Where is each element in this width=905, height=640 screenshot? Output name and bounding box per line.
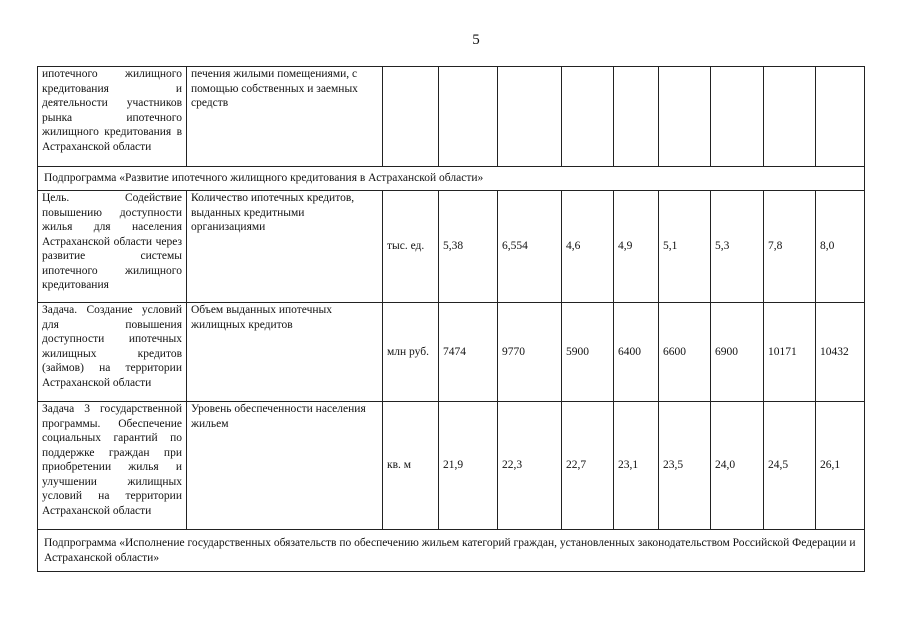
value-cell [439,67,498,167]
value-cell: 26,1 [816,402,865,530]
measure-cell: Объем выданных ипотечных жилищных кредитов [187,303,383,402]
value-cell: 7474 [439,303,498,402]
subprogram-row [38,530,865,572]
page-number: 5 [472,32,480,48]
measure-cell: Уровень обеспеченности населения жильем [187,402,383,530]
indicator-cell: ипотечного жилищного кредитования и деятельности участников рынка ипотечного жилищного кредитования в Астраханской области [38,67,187,167]
value-cell [562,67,614,167]
unit-cell [383,67,439,167]
value-cell: 5,1 [659,191,711,303]
table-row [38,402,865,530]
value-cell [816,67,865,167]
value-cell: 22,3 [498,402,562,530]
table-row [38,67,865,167]
measure-cell: печения жилыми помещениями, с помощью собственных и заемных средств [187,67,383,167]
unit-cell: кв. м [383,402,439,530]
value-cell [498,67,562,167]
indicator-cell: Цель. Содействие повышению доступности жилья для населения Астраханской области через развитие системы ипотечного жилищного кредитования [38,191,187,303]
value-cell: 4,6 [562,191,614,303]
indicators-table [37,66,865,572]
value-cell: 6,554 [498,191,562,303]
value-cell: 5,3 [711,191,764,303]
value-cell: 6400 [614,303,659,402]
value-cell [711,67,764,167]
subprogram-row [38,167,865,191]
measure-cell: Количество ипотечных кредитов, выданных кредитными организациями [187,191,383,303]
value-cell: 4,9 [614,191,659,303]
table-row [38,191,865,303]
value-cell: 7,8 [764,191,816,303]
unit-cell: млн руб. [383,303,439,402]
value-cell: 6900 [711,303,764,402]
value-cell: 6600 [659,303,711,402]
value-cell: 21,9 [439,402,498,530]
subprogram-title: Подпрограмма «Исполнение государственных обязательств по обеспечению жильем категорий граждан, установленных законодательством Российской Федерации и Астраханской области» [38,530,865,572]
value-cell: 22,7 [562,402,614,530]
value-cell: 5900 [562,303,614,402]
value-cell [614,67,659,167]
value-cell: 5,38 [439,191,498,303]
value-cell: 23,5 [659,402,711,530]
unit-cell: тыс. ед. [383,191,439,303]
value-cell: 10432 [816,303,865,402]
value-cell: 23,1 [614,402,659,530]
indicator-cell: Задача 3 государственной программы. Обеспечение социальных гарантий по поддержке граждан при приобретении жилья и улучшении жилищных условий на территории Астраханской области [38,402,187,530]
value-cell: 24,5 [764,402,816,530]
value-cell [659,67,711,167]
table-row [38,303,865,402]
indicator-cell: Задача. Создание условий для повышения доступности ипотечных жилищных кредитов (займов) на территории Астраханской области [38,303,187,402]
value-cell: 9770 [498,303,562,402]
subprogram-title: Подпрограмма «Развитие ипотечного жилищного кредитования в Астраханской области» [38,167,865,191]
value-cell: 24,0 [711,402,764,530]
value-cell: 10171 [764,303,816,402]
value-cell [764,67,816,167]
value-cell: 8,0 [816,191,865,303]
